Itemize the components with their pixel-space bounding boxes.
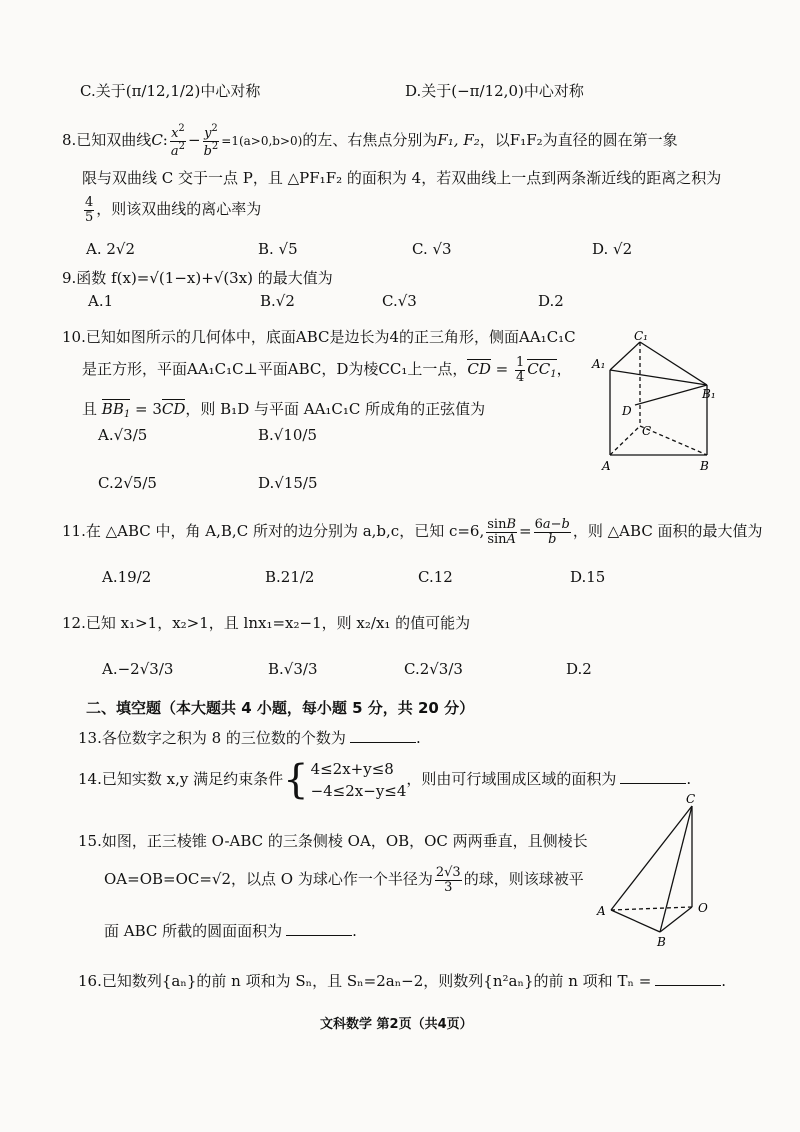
label-o: O [698,901,708,915]
q10-line1: 10.已知如图所示的几何体中，底面ABC是边长为4的正三角形，侧面AA₁C₁C [62,328,576,346]
hyperbola-x-term: $\frac{x^2}{a^2}$ [170,123,185,159]
q8-line2: 限与双曲线 C 交于一点 P，且 △PF₁F₂ 的面积为 4，若双曲线上一点到两条渐近线的距离之积为 [82,169,722,187]
q10-option-c: C.2√5/5 [98,474,157,492]
fraction-1-4: $\frac{1}{4}$ [515,355,525,385]
q15-line2: OA=OB=OC=√2，以点 O 为球心作一个半径为 $\frac{2√3}{3}$ 的球，则该球被平 [104,865,584,895]
fraction-6a-b-over-b: $\frac{6a-b}{b}$ [534,517,570,547]
label-b1: B₁ [702,387,716,401]
q8-option-a: A. 2√2 [86,240,136,258]
hyperbola-y-term: $\frac{y^2}{b^2}$ [203,123,219,159]
q11-option-a: A.19/2 [102,568,152,586]
answer-blank[interactable] [350,742,416,743]
q15-line1: 15.如图，正三棱锥 O-ABC 的三条侧棱 OA，OB，OC 两两垂直，且侧棱长 [78,832,588,850]
q9-stem: 9.函数 f(x)=√(1−x)+√(3x) 的最大值为 [62,269,333,287]
label-b: B [700,459,709,473]
label-c: C [642,424,652,438]
label-c: C [686,792,696,806]
answer-blank[interactable] [655,985,721,986]
q8-option-d: D. √2 [592,240,633,258]
q15-pyramid-figure [594,790,724,952]
q10-line2: 是正方形，平面AA₁C₁C⊥平面ABC，D为棱CC₁上一点，CD = $\frac{1}{4}$ $CC_1$， [82,355,572,385]
label-b: B [657,935,666,949]
q7-option-c: C.关于(π/12,1/2)中心对称 [80,82,261,100]
answer-blank[interactable] [286,935,352,936]
q11-option-c: C.12 [418,568,453,586]
q9-option-a: A.1 [88,292,114,310]
q12-option-c: C.2√3/3 [404,660,463,678]
q11-stem: 11.在 △ABC 中，角 A,B,C 所对的边分别为 a,b,c，已知 c=6, $\frac{\sin B}{\sin A}$ = $\frac{6a-b}{b}$ ，则 △ABC 面积的最大值为 [62,517,763,547]
label-c1: C₁ [634,330,648,343]
q8-line3: $\frac{4}{5}$ ，则该双曲线的离心率为 [85,195,262,225]
q14-stem: 14.已知实数 x,y 满足约束条件{ 4≤2x+y≤8 −4≤2x−y≤4，则由可行域围成区域的面积为 . [78,757,692,803]
fraction-sinb-sina: $\frac{\sin B}{\sin A}$ [487,517,517,547]
fraction-2sqrt3-3: $\frac{2√3}{3}$ [435,865,461,895]
q12-option-a: A.−2√3/3 [102,660,174,678]
q12-option-b: B.√3/3 [268,660,318,678]
q13-stem: 13.各位数字之积为 8 的三位数的个数为 . [78,729,421,747]
q12-option-d: D.2 [566,660,592,678]
label-d: D [622,404,632,418]
q10-option-a: A.√3/5 [98,426,148,444]
label-a: A [597,904,606,918]
q8-option-b: B. √5 [258,240,298,258]
q16-stem: 16.已知数列{aₙ}的前 n 项和为 Sₙ，且 Sₙ=2aₙ−2，则数列{n²aₙ}的前 n 项和 Tₙ = . [78,972,727,990]
q11-option-b: B.21/2 [265,568,315,586]
q9-option-c: C.√3 [382,292,417,310]
q7-option-d: D.关于(−π/12,0)中心对称 [405,82,584,100]
fraction-4-5: $\frac{4}{5}$ [85,195,94,225]
q11-option-d: D.15 [570,568,606,586]
q10-prism-figure [590,330,720,480]
q10-option-b: B.√10/5 [258,426,318,444]
q8-option-c: C. √3 [412,240,452,258]
page-footer: 文科数学 第2页（共4页） [320,1017,473,1032]
q8-line1: 8.已知双曲线C: $\frac{x^2}{a^2}$ − $\frac{y^2}{b^2}$ =1(a>0,b>0)的左、右焦点分别为F₁, F₂，以F₁F₂为直径的圆在第一象 [62,123,678,159]
q10-option-d: D.√15/5 [258,474,318,492]
q9-option-b: B.√2 [260,292,295,310]
answer-blank[interactable] [620,783,686,784]
label-a: A [602,459,611,473]
q10-line3: 且 $BB_1 = 3CD$，则 B₁D 与平面 AA₁C₁C 所成角的正弦值为 [82,400,486,420]
q12-stem: 12.已知 x₁>1，x₂>1，且 lnx₁=x₂−1，则 x₂/x₁ 的值可能为 [62,614,471,632]
label-a1: A₁ [592,357,606,371]
q15-line3: 面 ABC 所截的圆面面积为 . [104,922,357,940]
q9-option-d: D.2 [538,292,564,310]
section-fill-in-title: 二、填空题（本大题共 4 小题，每小题 5 分，共 20 分） [86,699,475,717]
